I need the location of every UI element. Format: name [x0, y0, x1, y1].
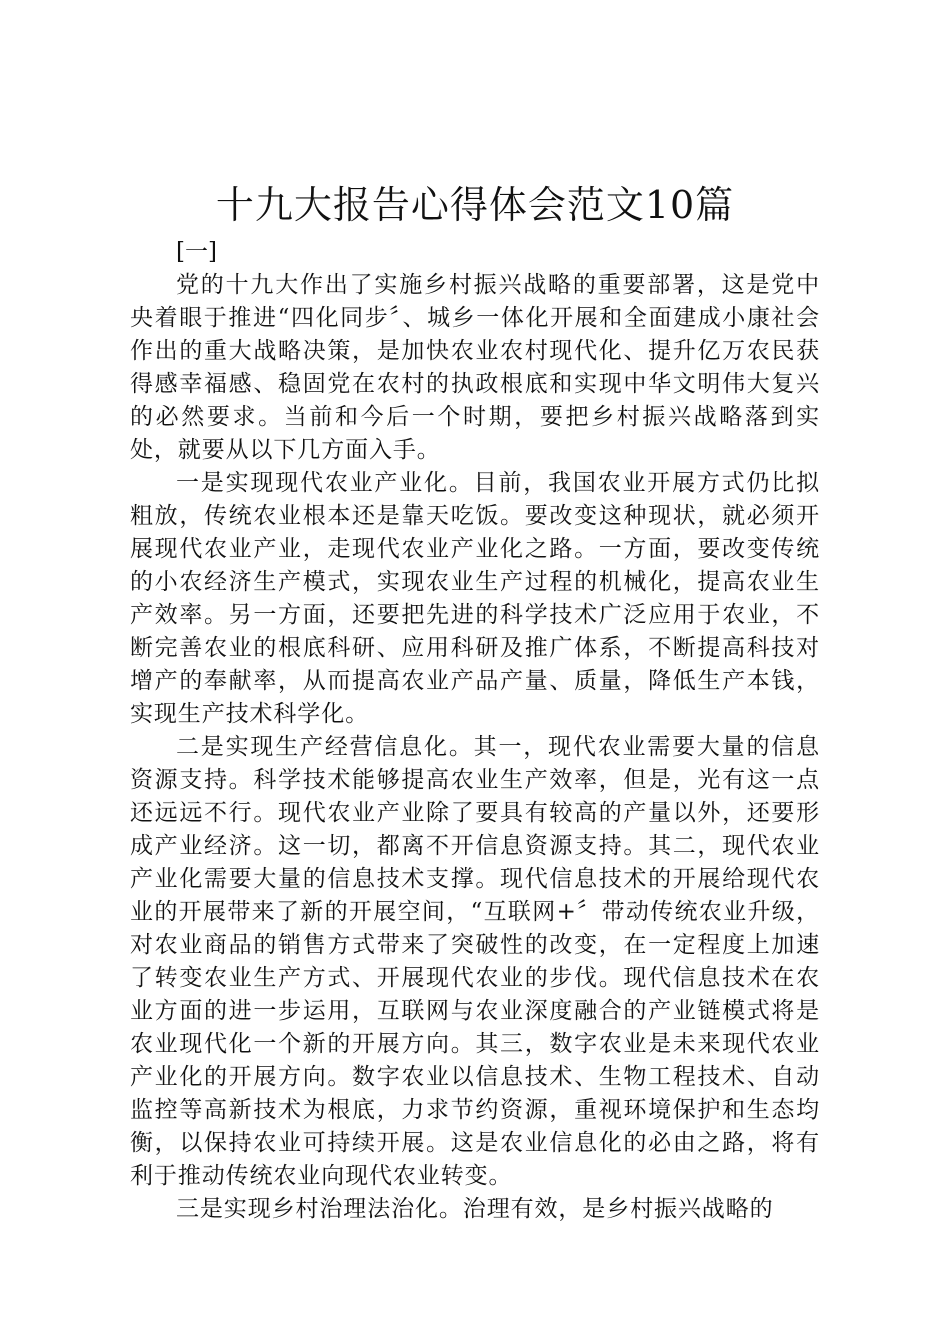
paragraph-intro: 党的十九大作出了实施乡村振兴战略的重要部署，这是党中央着眼于推进“四化同步〞、城乡一体化开展和全面建成小康社会作出的重大战略决策，是加快农业农村现代化、提升亿万农民获得感幸福感、稳固党在农村的执政根底和实现中华文明伟大复兴的必然要求。当前和今后一个时期，要把乡村振兴战略落到实处，就要从以下几方面入手。	[130, 272, 820, 463]
section-label: [一]	[176, 239, 217, 265]
document-title: 十九大报告心得体会范文10篇	[215, 183, 735, 227]
document-page	[130, 178, 820, 1226]
paragraph-rule-of-law: 三是实现乡村治理法治化。治理有效，是乡村振兴战略的	[176, 1196, 774, 1222]
paragraph-agriculture-industrialization: 一是实现现代农业产业化。目前，我国农业开展方式仍比拟粗放，传统农业根本还是靠天吃饭。要改变这种现状，就必须开展现代农业产业，走现代农业产业化之路。一方面，要改变传统的小农经济生产模式，实现农业生产过程的机械化，提高农业生产效率。另一方面，还要把先进的科学技术广泛应用于农业，不断完善农业的根底科研、应用科研及推广体系，不断提高科技对增产的奉献率，从而提高农业产品产量、质量，降低生产本钱，实现生产技术科学化。	[130, 470, 820, 727]
paragraph-information-technology: 二是实现生产经营信息化。其一，现代农业需要大量的信息资源支持。科学技术能够提高农业生产效率，但是，光有这一点还远远不行。现代农业产业除了要具有较高的产量以外，还要形成产业经济。这一切，都离不开信息资源支持。其二，现代农业产业化需要大量的信息技术支撑。现代信息技术的开展给现代农业的开展带来了新的开展空间，“互联网+〞带动传统农业升级，对农业商品的销售方式带来了突破性的改变，在一定程度上加速了转变农业生产方式、开展现代农业的步伐。现代信息技术在农业方面的进一步运用，互联网与农业深度融合的产业链模式将是农业现代化一个新的开展方向。其三，数字农业是未来现代农业产业化的开展方向。数字农业以信息技术、生物工程技术、自动监控等高新技术为根底，力求节约资源，重视环境保护和生态均衡，以保持农业可持续开展。这是农业信息化的必由之路，将有利于推动传统农业向现代农业转变。	[130, 734, 820, 1189]
